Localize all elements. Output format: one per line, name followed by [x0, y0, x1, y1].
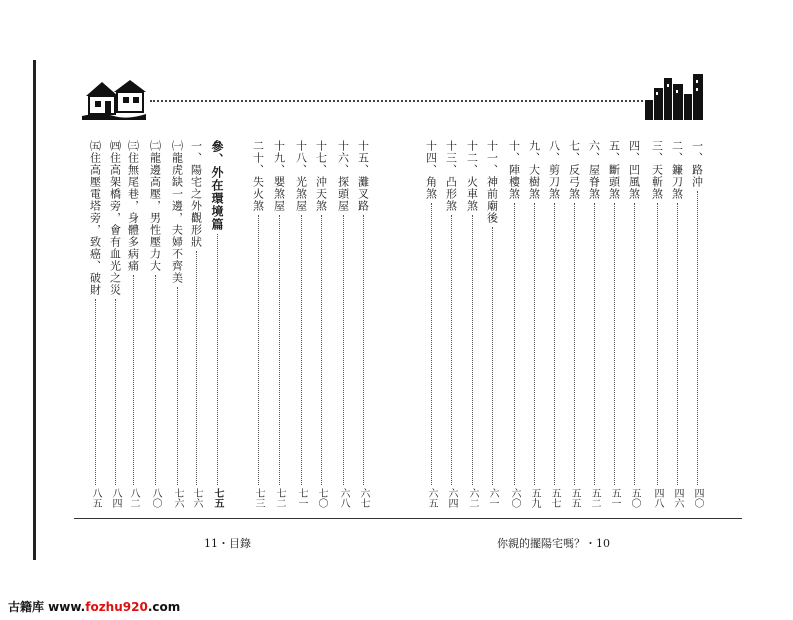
toc-entry: 九、大樹煞 五九	[527, 140, 541, 508]
header-dotted-rule	[150, 100, 650, 102]
toc-entry: 十三、凸形煞 六四	[444, 140, 458, 508]
house-logo-icon	[80, 72, 148, 120]
toc-entry: 六、屋脊煞 五二	[587, 140, 601, 508]
right-page-footer: 你親的擺陽宅嗎？・10	[497, 537, 610, 550]
toc-entry: 二、鐮刀煞 四六	[670, 140, 684, 508]
binding-line	[33, 60, 36, 560]
city-skyline-icon	[645, 70, 705, 120]
toc-entry: 二十、失火煞 七三	[251, 140, 265, 508]
toc-entry: 十八、光煞屋 七一	[294, 140, 308, 508]
toc-entry: ㈠龍虎缺一邊，夫婦不齊美 七六	[170, 140, 184, 508]
toc-entry: ㈤住高壓電塔旁，致癌、破財 八五	[88, 140, 102, 508]
toc-entry: 四、凹風煞 五〇	[627, 140, 641, 508]
toc-entry: 三、天斬煞 四八	[650, 140, 664, 508]
toc-section-heading: 參、外在環境篇 七五	[210, 140, 224, 508]
toc-entry: 七、反弓煞 五五	[567, 140, 581, 508]
toc-entry: ㈡龍邊高壓，男性壓力大 八〇	[148, 140, 162, 508]
toc-entry: 十一、神前廟後 六一	[485, 140, 499, 508]
left-page-footer: 11・目錄	[204, 537, 251, 550]
toc-entry: 八、剪刀煞 五七	[547, 140, 561, 508]
toc-entry: 十五、灘叉路 六七	[356, 140, 370, 508]
toc-entry: 十二、火車煞 六二	[465, 140, 479, 508]
toc-entry: 十、陣樓煞 六〇	[507, 140, 521, 508]
toc-entry: 十四、角煞 六五	[424, 140, 438, 508]
toc-entry: 一、陽宅之外觀形狀 七六	[189, 140, 203, 508]
toc-entry: ㈢住無尾巷，身體多病痛 八二	[126, 140, 140, 508]
toc-entry: 十七、沖天煞 七〇	[314, 140, 328, 508]
footer-rule	[74, 518, 742, 519]
toc-entry: 一、路沖 四〇	[690, 140, 704, 508]
site-watermark: 古籍库 www.fozhu920.com	[8, 600, 181, 614]
toc-entry: 十九、嬰煞屋 七二	[272, 140, 286, 508]
toc-entry: 五、斷頭煞 五一	[607, 140, 621, 508]
toc-entry: ㈣住高架橋旁，會有血光之災 八四	[108, 140, 122, 508]
toc-entry: 十六、探頭屋 六八	[336, 140, 350, 508]
